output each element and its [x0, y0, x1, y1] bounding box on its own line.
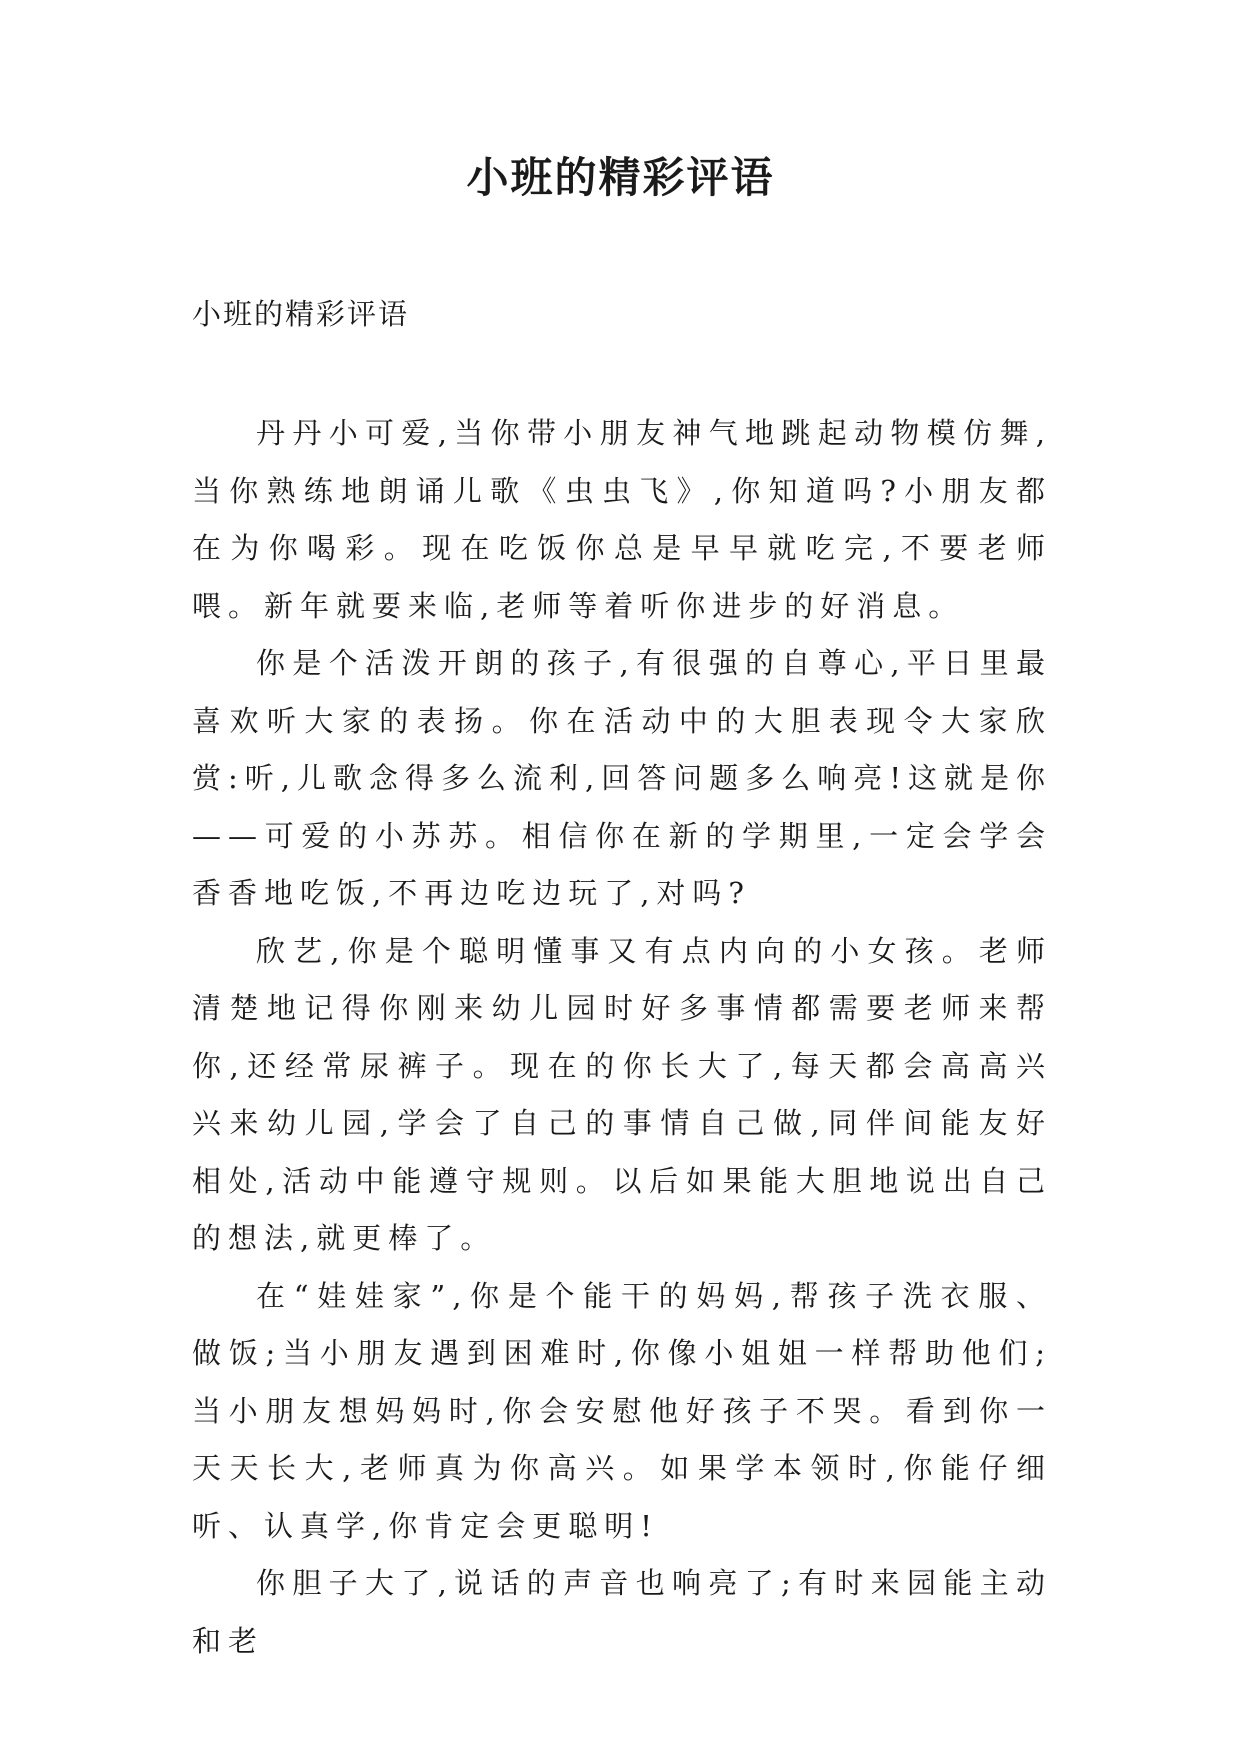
- paragraph-5: 你胆子大了,说话的声音也响亮了;有时来园能主动和老: [192, 1566, 1052, 1658]
- paragraph-2: 你是个活泼开朗的孩子,有很强的自尊心,平日里最喜欢听大家的表扬。你在活动中的大胆表现令大家欣赏:听,儿歌念得多么流利,回答问题多么响亮!这就是你——可爱的小苏苏。相信你在新的学期里,一定会学会香香地吃饭,不再边吃边玩了,对吗?: [192, 646, 1052, 910]
- document-subtitle: 小班的精彩评语: [192, 297, 410, 331]
- document-title: 小班的精彩评语: [466, 153, 775, 202]
- paragraph-3: 欣艺,你是个聪明懂事又有点内向的小女孩。老师清楚地记得你刚来幼儿园时好多事情都需要老师来帮你,还经常尿裤子。现在的你长大了,每天都会高高兴兴来幼儿园,学会了自己的事情自己做,同伴间能友好相处,活动中能遵守规则。以后如果能大胆地说出自己的想法,就更棒了。: [192, 933, 1053, 1255]
- paragraph-4: 在“娃娃家”,你是个能干的妈妈,帮孩子洗衣服、做饭;当小朋友遇到困难时,你像小姐姐一样帮助他们;当小朋友想妈妈时,你会安慰他好孩子不哭。看到你一天天长大,老师真为你高兴。如果学本领时,你能仔细听、认真学,你肯定会更聪明!: [192, 1278, 1052, 1543]
- document-body: [192, 405, 1052, 1670]
- paragraph-1: 丹丹小可爱,当你带小朋友神气地跳起动物模仿舞,当你熟练地朗诵儿歌《虫虫飞》,你知道吗?小朋友都在为你喝彩。现在吃饭你总是早早就吃完,不要老师喂。新年就要来临,老师等着听你进步的好消息。: [192, 416, 1052, 623]
